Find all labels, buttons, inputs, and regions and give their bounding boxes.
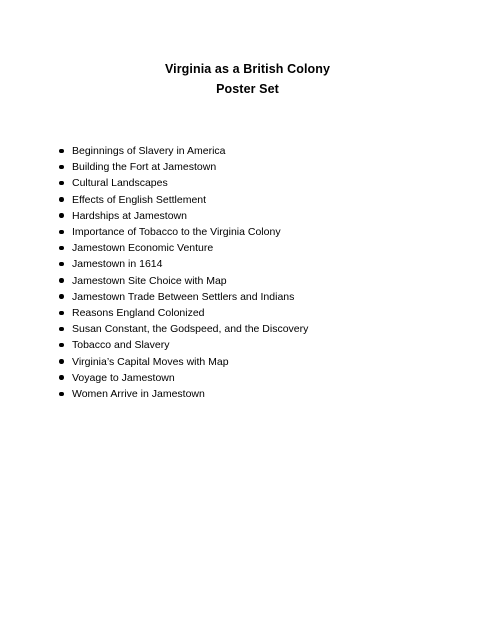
bullet-icon (59, 213, 64, 218)
list-item (59, 256, 308, 272)
list-item-label: Susan Constant, the Godspeed, and the Discovery (72, 323, 309, 336)
list-item (59, 175, 308, 191)
list-item-label: Tobacco and Slavery (72, 339, 170, 352)
list-item-label: Jamestown in 1614 (72, 258, 163, 271)
list-item (59, 289, 308, 305)
list-item-label: Effects of English Settlement (72, 193, 207, 206)
bullet-icon (59, 294, 64, 299)
bullet-icon (59, 311, 64, 316)
bullet-icon (59, 343, 64, 348)
bullet-icon (59, 149, 64, 154)
list-item-label: Virginia’s Capital Moves with Map (72, 355, 229, 368)
list-item (59, 354, 308, 370)
title-block (0, 59, 495, 99)
list-item-label: Beginnings of Slavery in America (72, 145, 226, 157)
page-subtitle: Poster Set (216, 82, 279, 96)
list-item (59, 321, 308, 337)
list-item (59, 224, 308, 240)
list-item-label: Hardships at Jamestown (72, 209, 187, 222)
bullet-icon (59, 375, 64, 380)
topic-list (59, 143, 308, 402)
list-item-label: Women Arrive in Jamestown (72, 388, 205, 401)
list-item-label: Cultural Landscapes (72, 177, 168, 190)
list-item (59, 370, 308, 386)
bullet-icon (59, 165, 64, 170)
list-item-label: Jamestown Economic Venture (72, 242, 214, 255)
list-item-label: Voyage to Jamestown (72, 371, 175, 384)
bullet-icon (59, 392, 64, 397)
list-item-label: Building the Fort at Jamestown (72, 161, 217, 174)
bullet-icon (59, 359, 64, 364)
bullet-icon (59, 246, 64, 251)
bullet-icon (59, 278, 64, 283)
bullet-icon (59, 181, 64, 186)
list-item (59, 240, 308, 256)
list-item-label: Jamestown Site Choice with Map (72, 274, 227, 287)
bullet-icon (59, 262, 64, 267)
list-item (59, 273, 308, 289)
list-item (59, 208, 308, 224)
list-item (59, 159, 308, 175)
page-title: Virginia as a British Colony (164, 62, 331, 76)
list-item (59, 143, 308, 159)
bullet-icon (59, 230, 64, 235)
list-item-label: Jamestown Trade Between Settlers and Indians (72, 290, 295, 303)
bullet-icon (59, 197, 64, 202)
list-item (59, 192, 308, 208)
list-item (59, 386, 308, 402)
list-item (59, 337, 308, 353)
bullet-icon (59, 327, 64, 332)
list-item-label: Importance of Tobacco to the Virginia Colony (72, 226, 281, 239)
list-item-label: Reasons England Colonized (72, 307, 205, 320)
list-item (59, 305, 308, 321)
